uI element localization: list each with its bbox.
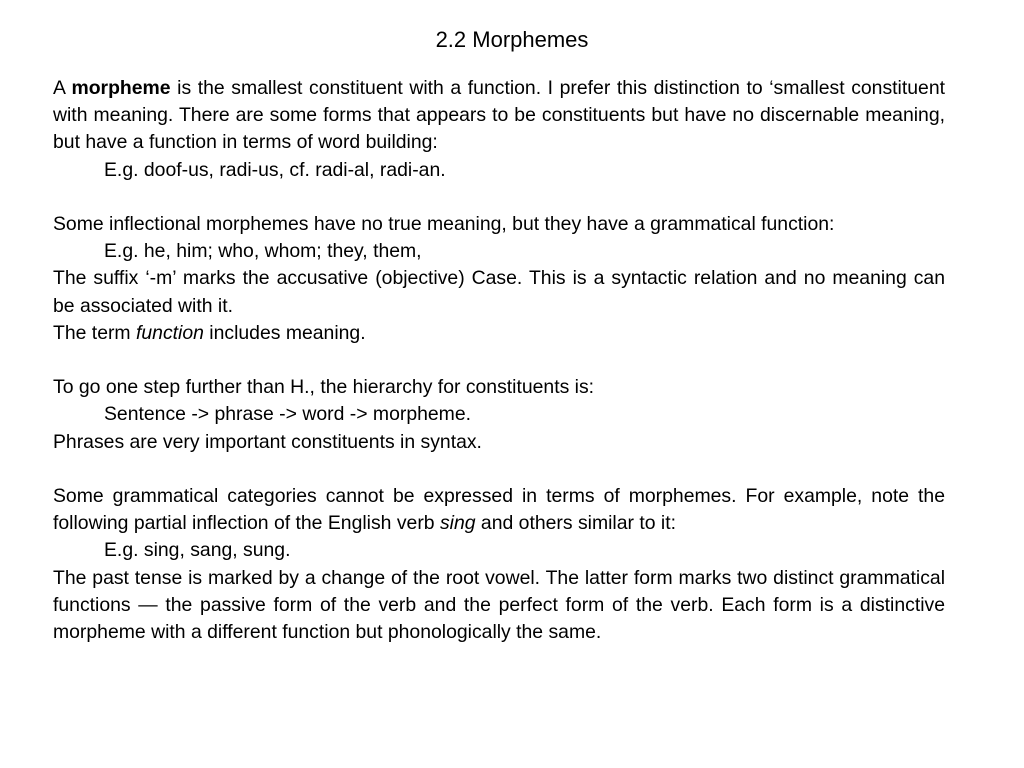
example-hierarchy: Sentence -> phrase -> word -> morpheme. [104, 403, 471, 426]
paragraph-grammatical-categories [53, 483, 945, 537]
paragraph-phrases: Phrases are very important constituents in syntax. [53, 430, 482, 453]
paragraph-1-lead: A [53, 77, 72, 99]
slide-title: 2.2 Morphemes [435, 27, 589, 52]
example-pronouns: E.g. he, him; who, whom; they, them, [104, 240, 422, 263]
spacer [53, 347, 945, 374]
spacer [53, 184, 945, 211]
term-sing: sing [439, 512, 476, 535]
slide-body [53, 75, 945, 646]
paragraph-7-pre: Some grammatical categories cannot be expressed in terms of morphemes. For example, note the following partial inflection of the English verb [53, 485, 945, 535]
paragraph-function-term [53, 320, 945, 347]
paragraph-7-post: and others similar to it: [475, 512, 676, 535]
example-doofus: E.g. doof-us, radi-us, cf. radi-al, radi-an. [104, 158, 446, 181]
spacer [53, 456, 945, 483]
term-morpheme: morpheme [71, 77, 171, 99]
paragraph-4-post: includes meaning. [203, 321, 366, 344]
paragraph-4-pre: The term [53, 321, 136, 344]
paragraph-inflectional-morphemes: Some inflectional morphemes have no true meaning, but they have a grammatical function: [53, 213, 835, 235]
paragraph-morpheme-definition [53, 75, 945, 157]
paragraph-1-rest: is the smallest constituent with a function. I prefer this distinction to ‘smallest constituent with meaning. There are some forms that appears to be constituents but have no discernable meaning, but have a function in terms of word building: [53, 77, 945, 154]
example-sing: E.g. sing, sang, sung. [104, 539, 291, 562]
paragraph-hierarchy: To go one step further than H., the hierarchy for constituents is: [53, 376, 595, 399]
paragraph-suffix-m: The suffix ‘-m’ marks the accusative (objective) Case. This is a syntactic relation and no meaning can be associated with it. [53, 267, 945, 317]
term-function: function [135, 321, 204, 344]
paragraph-past-tense: The past tense is marked by a change of the root vowel. The latter form marks two distinct grammatical functions — the passive form of the verb and the perfect form of the verb. Each form is a distinctive morpheme with a different function but phonologically the same. [53, 566, 945, 644]
